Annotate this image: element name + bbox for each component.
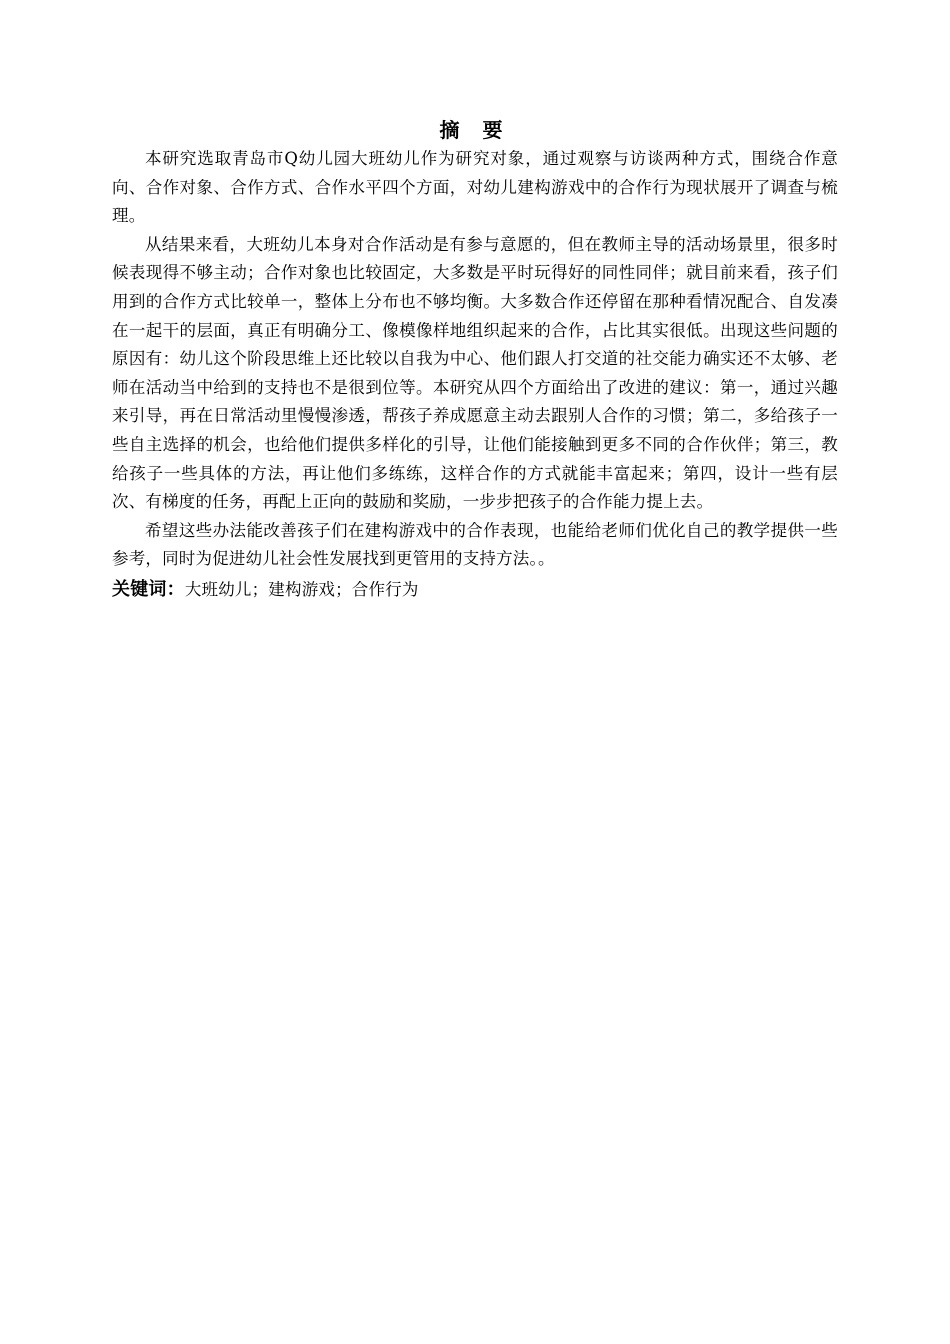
keywords-text: 大班幼儿；建构游戏；合作行为 [184,579,419,599]
abstract-title: 摘 要 [439,118,511,142]
keywords-label: 关键词： [112,578,185,600]
abstract-paragraph-3: 希望这些办法能改善孩子们在建构游戏中的合作表现，也能给老师们优化自己的教学提供一些参考，同时为促进幼儿社会性发展找到更管用的支持方法。。 [112,520,838,569]
abstract-page [112,115,838,604]
abstract-paragraph-1: 本研究选取青岛市Q幼儿园大班幼儿作为研究对象，通过观察与访谈两种方式，围绕合作意向、合作对象、合作方式、合作水平四个方面，对幼儿建构游戏中的合作行为现状展开了调查与梳理。 [112,149,838,226]
keywords-line [112,576,838,604]
abstract-paragraph-2: 从结果来看，大班幼儿本身对合作活动是有参与意愿的，但在教师主导的活动场景里，很多时候表现得不够主动；合作对象也比较固定，大多数是平时玩得好的同性同伴；就目前来看，孩子们用到的合作方式比较单一，整体上分布也不够均衡。大多数合作还停留在那种看情况配合、自发凑在一起干的层面，真正有明确分工、像模像样地组织起来的合作，占比其实很低。出现这些问题的原因有：幼儿这个阶段思维上还比较以自我为中心、他们跟人打交道的社交能力确实还不太够、老师在活动当中给到的支持也不是很到位等。本研究从四个方面给出了改进的建议：第一，通过兴趣来引导，再在日常活动里慢慢渗透，帮孩子养成愿意主动去跟别人合作的习惯；第二，多给孩子一些自主选择的机会，也给他们提供多样化的引导，让他们能接触到更多不同的合作伙伴；第三，教给孩子一些具体的方法，再让他们多练练，这样合作的方式就能丰富起来；第四，设计一些有层次、有梯度的任务，再配上正向的鼓励和奖励，一步步把孩子的合作能力提上去。 [112,234,838,512]
